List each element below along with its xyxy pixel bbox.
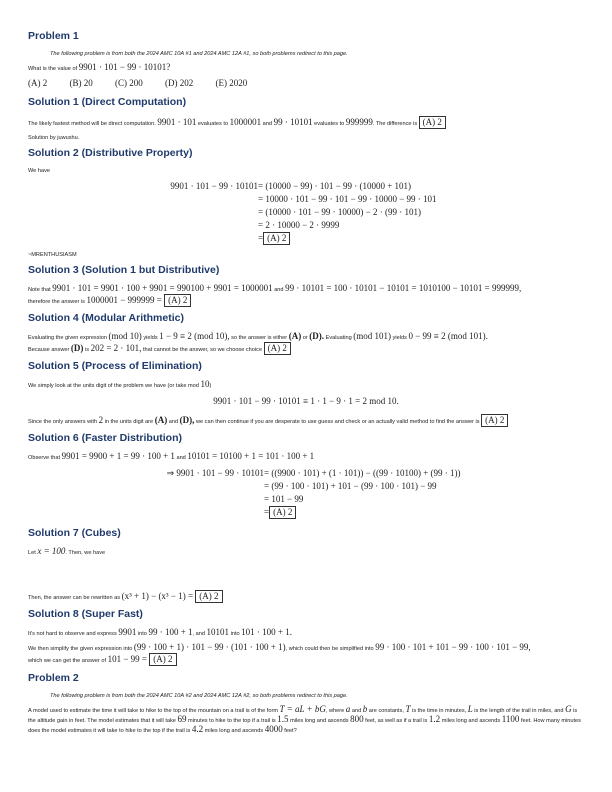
- text: minutes to hike to the top if a trail is: [186, 718, 278, 724]
- missing-equation-space: [28, 562, 584, 590]
- text: miles long and ascends: [203, 728, 265, 734]
- solution-5-equation: 9901 · 101 − 99 · 10101 ≡ 1 · 1 − 9 · 1 = 2 mod 10.: [213, 396, 399, 406]
- equation-lhs: ⇒ 9901 · 101 − 99 · 10101: [166, 468, 264, 478]
- text: is: [83, 347, 91, 353]
- math: (D),: [179, 415, 195, 425]
- solution-7-heading: Solution 7 (Cubes): [28, 527, 121, 539]
- math: 4000: [264, 724, 283, 734]
- question-text: What is the value of: [28, 66, 79, 72]
- text: miles long and ascends: [288, 718, 351, 724]
- math: 9901: [118, 627, 137, 637]
- problem-2-question: [28, 705, 584, 735]
- choice-d: (D) 202: [165, 78, 194, 88]
- math: 99 · 100 + 1: [148, 627, 193, 637]
- solution-5-heading: Solution 5 (Process of Elimination): [28, 360, 202, 372]
- boxed-answer: (A) 2: [419, 116, 446, 129]
- math: 800: [350, 714, 364, 724]
- text: and: [350, 708, 363, 714]
- text: A model used to estimate the time it will take to hike to the top of the mountain on a trail is of the form: [28, 708, 280, 714]
- solution-8-text-2: [28, 643, 584, 666]
- text: yields: [141, 335, 160, 341]
- math: 99 · 10101: [273, 117, 313, 127]
- math: 101 − 99 =: [107, 654, 150, 664]
- math: (D): [70, 343, 84, 353]
- text: or: [301, 335, 310, 341]
- math: 202 = 2 · 101,: [90, 343, 142, 353]
- problem-1-heading: Problem 1: [28, 30, 79, 42]
- solution-4-heading: Solution 4 (Modular Arithmetic): [28, 312, 184, 324]
- math: 1.2: [428, 714, 441, 724]
- equation-lhs: 9901 · 101 − 99 · 10101: [170, 181, 258, 191]
- text: so the answer is either: [229, 335, 289, 341]
- text: , where: [325, 708, 346, 714]
- solution-2-credit: ~MRENTHUSIASM: [28, 252, 77, 258]
- math: (mod 10): [108, 331, 142, 341]
- solution-6-heading: Solution 6 (Faster Distribution): [28, 432, 182, 444]
- solution-3-text: [28, 284, 584, 307]
- text: that cannot be the answer, so we choose choice: [141, 347, 264, 353]
- solution-6-equation: [144, 467, 584, 519]
- solution-6-intro: [28, 452, 584, 462]
- text: in the units digit are: [103, 419, 155, 425]
- equation-line: = (99 · 100 · 101) + 101 − (99 · 100 · 101) − 99: [264, 481, 437, 491]
- boxed-answer: (A) 2: [481, 414, 508, 427]
- equation-equals: =: [264, 507, 270, 517]
- math: 101 · 100 + 1.: [241, 627, 292, 637]
- choice-e: (E) 2020: [215, 78, 248, 88]
- boxed-answer: (A) 2: [149, 653, 176, 666]
- text: , which could then be simplified into: [285, 646, 376, 652]
- solution-4-text: [28, 332, 584, 355]
- math: 4.2: [191, 724, 204, 734]
- text: . The difference is: [372, 121, 419, 127]
- text: evaluates to: [196, 121, 230, 127]
- equation-line: = (10000 − 99) · 101 − 99 · (10000 + 101): [258, 181, 412, 191]
- text: feet?: [282, 728, 297, 734]
- math: 9901 = 9900 + 1 = 99 · 100 + 1: [61, 451, 175, 461]
- problem-1-note: The following problem is from both the 2024 AMC 10A #1 and 2024 AMC 12A #1, so both problems redirect to this page.: [50, 51, 348, 57]
- text: Note that: [28, 287, 53, 293]
- equation-line: = 10000 · 101 − 99 · 101 − 99 · 10000 − 99 · 101: [258, 194, 437, 204]
- math: 9901 · 101 = 9901 · 100 + 9901 = 990100 + 9901 = 1000001: [52, 283, 273, 293]
- equation-line: = 2 · 10000 − 2 · 9999: [258, 220, 340, 230]
- problem-2-heading: Problem 2: [28, 672, 79, 684]
- text: and: [167, 419, 180, 425]
- text: and: [174, 455, 188, 461]
- text: are constants,: [367, 708, 406, 714]
- question-math: 9901 · 101 − 99 · 10101?: [78, 62, 171, 72]
- solution-8-text-1: [28, 628, 584, 638]
- text: into: [136, 631, 149, 637]
- solution-1-credit: Solution by juwushu.: [28, 135, 80, 141]
- text: Evaluating the given expression: [28, 335, 109, 341]
- solution-2-heading: Solution 2 (Distributive Property): [28, 147, 193, 159]
- text: therefore the answer is: [28, 299, 87, 305]
- solution-8-heading: Solution 8 (Super Fast): [28, 608, 143, 620]
- boxed-answer: (A) 2: [264, 342, 291, 355]
- solution-2-intro: We have: [28, 168, 50, 174]
- math: b: [362, 704, 368, 714]
- math: 1 − 9 ≡ 2 (mod 10),: [159, 331, 230, 341]
- solution-7-text: [28, 590, 584, 603]
- math: (x³ + 1) − (x³ − 1) =: [121, 591, 196, 601]
- math: 1000001 − 999999 =: [86, 295, 165, 305]
- math: 1100: [501, 714, 520, 724]
- problem-1-question: [28, 63, 584, 73]
- text: evaluates to: [312, 121, 346, 127]
- choice-a: (A) 2: [28, 78, 48, 88]
- text: Then, the answer can be rewritten as: [28, 595, 122, 601]
- boxed-answer: (A) 2: [263, 232, 290, 245]
- solution-3-heading: Solution 3 (Solution 1 but Distributive): [28, 264, 220, 276]
- math: (mod 101): [353, 331, 392, 341]
- text: It's not hard to observe and express: [28, 631, 119, 637]
- text: . Then, we have: [65, 550, 106, 556]
- text: is the time in minutes,: [410, 708, 468, 714]
- text: ): [209, 383, 212, 389]
- solution-1-text: [28, 116, 584, 129]
- text: is the length of the trail in miles, and: [472, 708, 566, 714]
- text: We simply look at the units digit of the problem we have (or take mod: [28, 383, 201, 389]
- boxed-answer: (A) 2: [164, 294, 191, 307]
- math: T: [405, 704, 411, 714]
- math: 69: [177, 714, 187, 724]
- solution-5-intro: [28, 380, 584, 390]
- math: 1000001: [229, 117, 262, 127]
- text: and: [261, 121, 274, 127]
- math: 0 − 99 ≡ 2 (mod 101).: [408, 331, 488, 341]
- choice-b: (B) 20: [69, 78, 93, 88]
- math: 10101 = 10100 + 1 = 101 · 100 + 1: [187, 451, 315, 461]
- text: Because answer: [28, 347, 71, 353]
- math: x = 100: [37, 546, 66, 556]
- equation-line: = ((9900 · 101) + (1 · 101)) − ((99 · 10100) + (99 · 1)): [264, 468, 461, 478]
- solution-7-intro: [28, 547, 584, 557]
- math: 99 · 10101 = 100 · 10101 − 10101 = 1010100 − 10101 = 999999,: [285, 283, 522, 293]
- math: (A): [154, 415, 168, 425]
- text: is the altitude gain in feet. The model estimates that it will take: [28, 708, 578, 724]
- text: Observe that: [28, 455, 62, 461]
- answer-choices: [28, 78, 584, 88]
- math: G: [565, 704, 572, 714]
- math: (99 · 100 + 1) · 101 − 99 · (101 · 100 + 1): [133, 642, 286, 652]
- math: 999999: [345, 117, 373, 127]
- equation-line: = 101 − 99: [264, 494, 304, 504]
- text: we can then continue if you are desperate to use guess and check or an actually valid method to find the answer is: [194, 419, 482, 425]
- text: feet, as well as if a trail is: [363, 718, 429, 724]
- text: into: [229, 631, 242, 637]
- boxed-answer: (A) 2: [269, 506, 296, 519]
- text: and: [272, 287, 286, 293]
- boxed-answer: (A) 2: [195, 590, 222, 603]
- text: which we can get the answer of: [28, 658, 108, 664]
- text: Since the only answers with: [28, 419, 99, 425]
- text: feet. How many minutes does the model estimates it will take to hike to the top if the trail is: [28, 718, 581, 734]
- text: yields: [391, 335, 409, 341]
- equation-equals: =: [258, 233, 264, 243]
- choice-c: (C) 200: [115, 78, 143, 88]
- math: a: [345, 704, 351, 714]
- math: L: [467, 704, 473, 714]
- solution-2-equation: [162, 180, 584, 245]
- math: 10: [200, 379, 210, 389]
- math: 9901 · 101: [157, 117, 197, 127]
- math: 10101: [206, 627, 230, 637]
- math: 1.5: [277, 714, 289, 724]
- solution-1-heading: Solution 1 (Direct Computation): [28, 96, 187, 108]
- math: T = aL + bG: [279, 704, 326, 714]
- text: Let: [28, 550, 38, 556]
- text: The likely fastest method will be direct computation.: [28, 121, 158, 127]
- math: 2: [98, 415, 104, 425]
- text: Evaluating: [324, 335, 354, 341]
- math: (A): [288, 331, 302, 341]
- problem-2-note: The following problem is from both the 2024 AMC 10A #2 and 2024 AMC 12A #2, so both problems redirect to this page.: [50, 693, 348, 699]
- text: , and: [192, 631, 207, 637]
- equation-line: = (10000 · 101 − 99 · 10000) − 2 · (99 · 101): [258, 207, 421, 217]
- solution-5-text: [28, 414, 584, 427]
- math: 99 · 100 · 101 + 101 − 99 · 100 · 101 − 99,: [375, 642, 531, 652]
- math: (D).: [309, 331, 325, 341]
- text: We then simplify the given expression into: [28, 646, 134, 652]
- text: miles long and ascends: [440, 718, 502, 724]
